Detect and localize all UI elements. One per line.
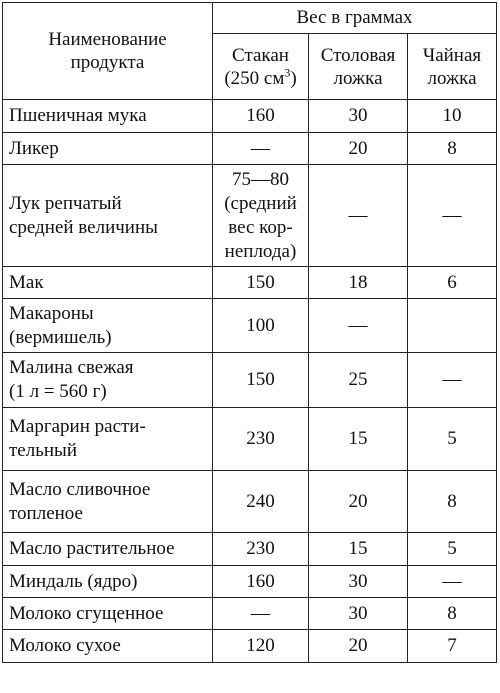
- tablespoon-weight-cell: 20: [309, 471, 408, 533]
- cell-line: 160: [246, 570, 275, 592]
- table-row: [3, 133, 497, 165]
- tablespoon-weight-cell: —: [309, 165, 408, 267]
- product-name-cell: [3, 133, 213, 165]
- header-glass-line2-post: ): [290, 67, 297, 89]
- product-name-cell: [3, 630, 213, 663]
- glass-weight-cell: [213, 630, 309, 663]
- tablespoon-weight-cell: 25: [309, 353, 408, 408]
- header-tablespoon-line1: Столовая: [320, 44, 396, 66]
- cell-line: Молоко сухое: [9, 635, 121, 656]
- cell-line: 240: [246, 490, 275, 512]
- cell-line: Лук репчатый: [9, 192, 122, 214]
- glass-weight-cell: [213, 598, 309, 630]
- teaspoon-weight-cell: 7: [408, 630, 497, 663]
- tablespoon-weight-cell: —: [309, 299, 408, 353]
- cell-line: 120: [246, 635, 275, 656]
- product-name-cell: [3, 100, 213, 133]
- glass-weight-cell: [213, 471, 309, 533]
- cell-line: Маргарин расти-: [9, 416, 146, 437]
- teaspoon-weight-cell: —: [408, 566, 497, 598]
- glass-weight-cell: [213, 566, 309, 598]
- product-name-cell: [3, 598, 213, 630]
- cell-line: вес кор-: [228, 216, 293, 238]
- cell-line: —: [251, 137, 270, 159]
- table-row: [3, 267, 497, 299]
- table-row: [3, 533, 497, 566]
- glass-weight-cell: [213, 100, 309, 133]
- header-product-name-line2: продукта: [70, 52, 145, 73]
- table-row: [3, 566, 497, 598]
- cell-line: (1 л = 560 г): [9, 381, 107, 402]
- cell-line: 150: [246, 271, 275, 293]
- glass-weight-cell: [213, 299, 309, 353]
- tablespoon-weight-cell: 20: [309, 630, 408, 663]
- teaspoon-weight-cell: 8: [408, 471, 497, 533]
- cell-line: Макароны: [9, 302, 94, 324]
- tablespoon-weight-cell: 15: [309, 533, 408, 566]
- header-glass-line1: Стакан: [232, 44, 289, 66]
- table-row: [3, 408, 497, 471]
- header-product-name-line1: Наименование: [48, 29, 167, 50]
- cell-line: Масло растительное: [9, 538, 175, 559]
- table-row: [3, 100, 497, 133]
- table-row: [3, 299, 497, 353]
- header-teaspoon-line2: ложка: [427, 67, 477, 89]
- teaspoon-weight-cell: 5: [408, 408, 497, 471]
- cell-line: (вермишель): [9, 326, 112, 348]
- glass-weight-cell: [213, 267, 309, 299]
- product-name-cell: [3, 566, 213, 598]
- cell-line: тельный: [9, 440, 77, 461]
- header-teaspoon: [408, 34, 497, 100]
- header-glass-sup: 3: [284, 65, 291, 80]
- teaspoon-weight-cell: 6: [408, 267, 497, 299]
- cell-line: 160: [246, 105, 275, 126]
- cell-line: (средний: [224, 192, 297, 214]
- cell-line: Пшеничная мука: [9, 105, 147, 126]
- product-name-cell: [3, 299, 213, 353]
- header-glass-line2-pre: (250 см: [224, 67, 285, 89]
- cell-line: 150: [246, 369, 275, 390]
- table-row: [3, 598, 497, 630]
- header-product-name: [3, 3, 213, 100]
- tablespoon-weight-cell: 30: [309, 598, 408, 630]
- cell-line: 75—80: [232, 168, 289, 190]
- teaspoon-weight-cell: 8: [408, 133, 497, 165]
- header-weight-group: Вес в граммах: [213, 3, 497, 34]
- header-teaspoon-line1: Чайная: [422, 44, 482, 66]
- tablespoon-weight-cell: 15: [309, 408, 408, 471]
- tablespoon-weight-cell: 18: [309, 267, 408, 299]
- glass-weight-cell: [213, 408, 309, 471]
- cell-line: Ликер: [9, 137, 59, 159]
- cell-line: Малина свежая: [9, 357, 134, 378]
- table-row: [3, 353, 497, 408]
- cell-line: Молоко сгущенное: [9, 602, 164, 624]
- product-name-cell: [3, 267, 213, 299]
- teaspoon-weight-cell: 8: [408, 598, 497, 630]
- header-tablespoon: [309, 34, 408, 100]
- table-row: [3, 630, 497, 663]
- teaspoon-weight-cell: 5: [408, 533, 497, 566]
- glass-weight-cell: [213, 133, 309, 165]
- table-row: [3, 165, 497, 267]
- glass-weight-cell: [213, 533, 309, 566]
- product-name-cell: [3, 353, 213, 408]
- cell-line: Масло сливочное: [9, 478, 151, 500]
- cell-line: топленое: [9, 502, 83, 524]
- header-glass: [213, 34, 309, 100]
- tablespoon-weight-cell: 30: [309, 100, 408, 133]
- product-name-cell: [3, 165, 213, 267]
- teaspoon-weight-cell: —: [408, 165, 497, 267]
- teaspoon-weight-cell: [408, 299, 497, 353]
- cell-line: 230: [246, 428, 275, 449]
- cell-line: 100: [246, 314, 275, 336]
- product-name-cell: [3, 471, 213, 533]
- glass-weight-cell: [213, 353, 309, 408]
- product-name-cell: [3, 533, 213, 566]
- product-name-cell: [3, 408, 213, 471]
- table-body: [3, 100, 497, 663]
- header-tablespoon-line2: ложка: [333, 67, 383, 89]
- cell-line: неплода): [224, 240, 297, 262]
- teaspoon-weight-cell: 10: [408, 100, 497, 133]
- cell-line: Мак: [9, 271, 44, 293]
- cell-line: средней величины: [9, 216, 158, 238]
- table-row: [3, 471, 497, 533]
- cell-line: Миндаль (ядро): [9, 570, 138, 592]
- tablespoon-weight-cell: 20: [309, 133, 408, 165]
- glass-weight-cell: [213, 165, 309, 267]
- table-header: [3, 3, 497, 100]
- tablespoon-weight-cell: 30: [309, 566, 408, 598]
- cell-line: —: [251, 602, 270, 624]
- cell-line: 230: [246, 538, 275, 559]
- teaspoon-weight-cell: —: [408, 353, 497, 408]
- food-weight-table: [2, 2, 497, 663]
